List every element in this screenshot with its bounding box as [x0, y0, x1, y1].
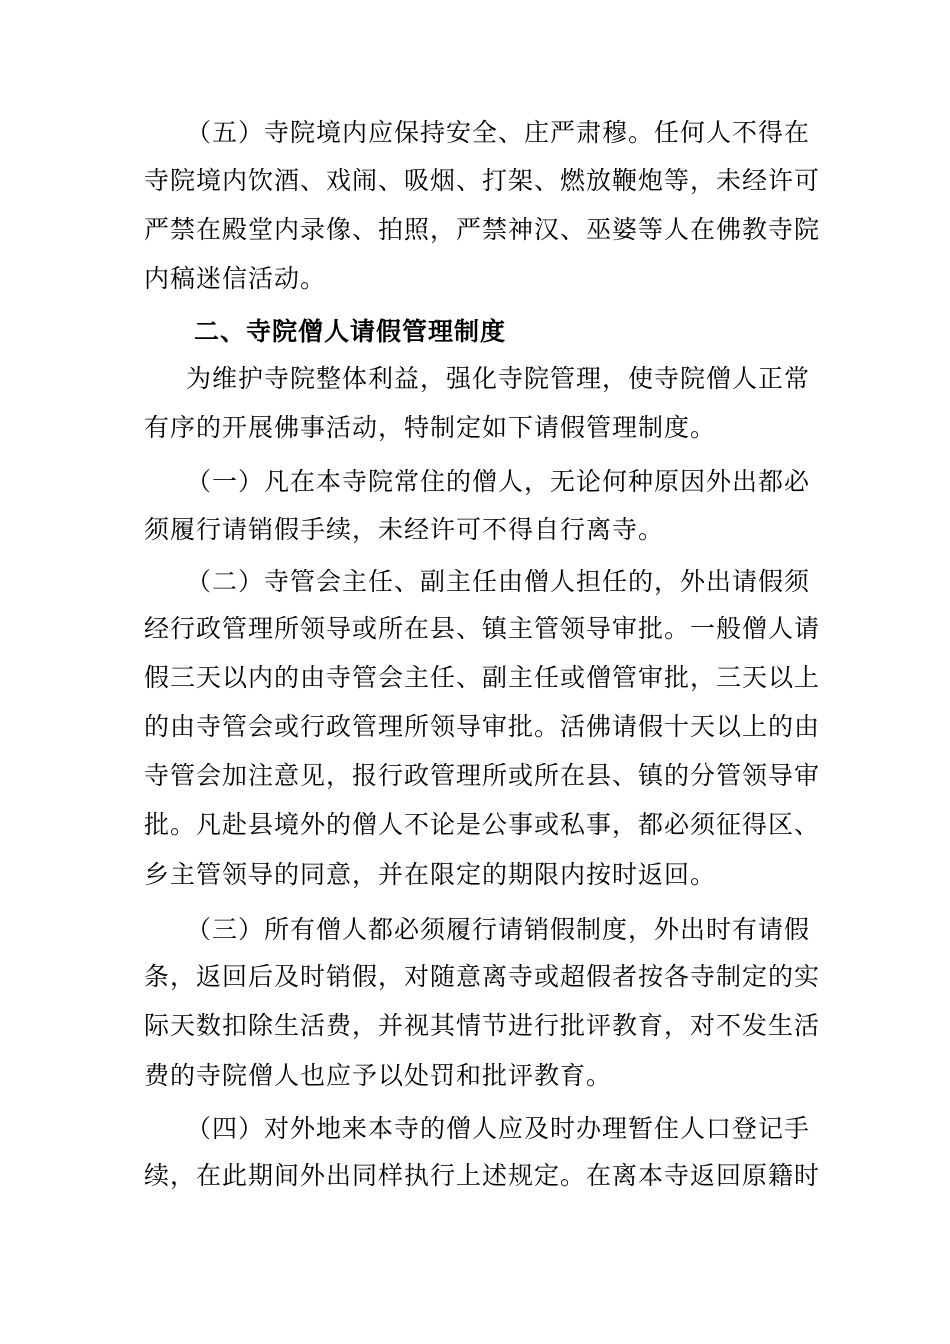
text-line: 严禁在殿堂内录像、拍照，严禁神汉、巫婆等人在佛教寺院 [144, 215, 821, 244]
section-heading: 二、寺院僧人请假管理制度 [194, 317, 507, 346]
text-line: （四）对外地来本寺的僧人应及时办理暂住人口登记手 [186, 1114, 811, 1143]
text-line: 续，在此期间外出同样执行上述规定。在离本寺返回原籍时 [144, 1161, 821, 1190]
text-line: 条，返回后及时销假，对随意离寺或超假者按各寺制定的实 [144, 962, 821, 991]
text-line: 费的寺院僧人也应予以处罚和批评教育。 [144, 1061, 613, 1090]
text-line: 批。凡赴县境外的僧人不论是公事或私事，都必须征得区、 [144, 810, 821, 839]
text-line: （三）所有僧人都必须履行请销假制度，外出时有请假 [186, 915, 811, 944]
text-line: 须履行请销假手续，未经许可不得自行离寺。 [144, 515, 665, 544]
text-line: （五）寺院境内应保持安全、庄严肃穆。任何人不得在 [186, 118, 811, 147]
text-line: 内稿迷信活动。 [144, 264, 327, 293]
text-line: （二）寺管会主任、副主任由僧人担任的，外出请假须 [186, 567, 811, 596]
text-line: 寺院境内饮酒、戏闹、吸烟、打架、燃放鞭炮等，未经许可 [144, 166, 821, 195]
text-line: 寺管会加注意见，报行政管理所或所在县、镇的分管领导审 [144, 761, 821, 790]
text-line: 的由寺管会或行政管理所领导审批。活佛请假十天以上的由 [144, 712, 821, 741]
text-line: 为维护寺院整体利益，强化寺院管理，使寺院僧人正常 [186, 364, 811, 393]
text-line: 乡主管领导的同意，并在限定的期限内按时返回。 [144, 860, 717, 889]
text-line: 际天数扣除生活费，并视其情节进行批评教育，对不发生活 [144, 1011, 821, 1040]
text-line: 假三天以内的由寺管会主任、副主任或僧管审批，三天以上 [144, 663, 821, 692]
text-line: 经行政管理所领导或所在县、镇主管领导审批。一般僧人请 [144, 614, 821, 643]
text-line: （一）凡在本寺院常住的僧人，无论何种原因外出都必 [186, 467, 811, 496]
text-line: 有序的开展佛事活动，特制定如下请假管理制度。 [144, 413, 717, 442]
